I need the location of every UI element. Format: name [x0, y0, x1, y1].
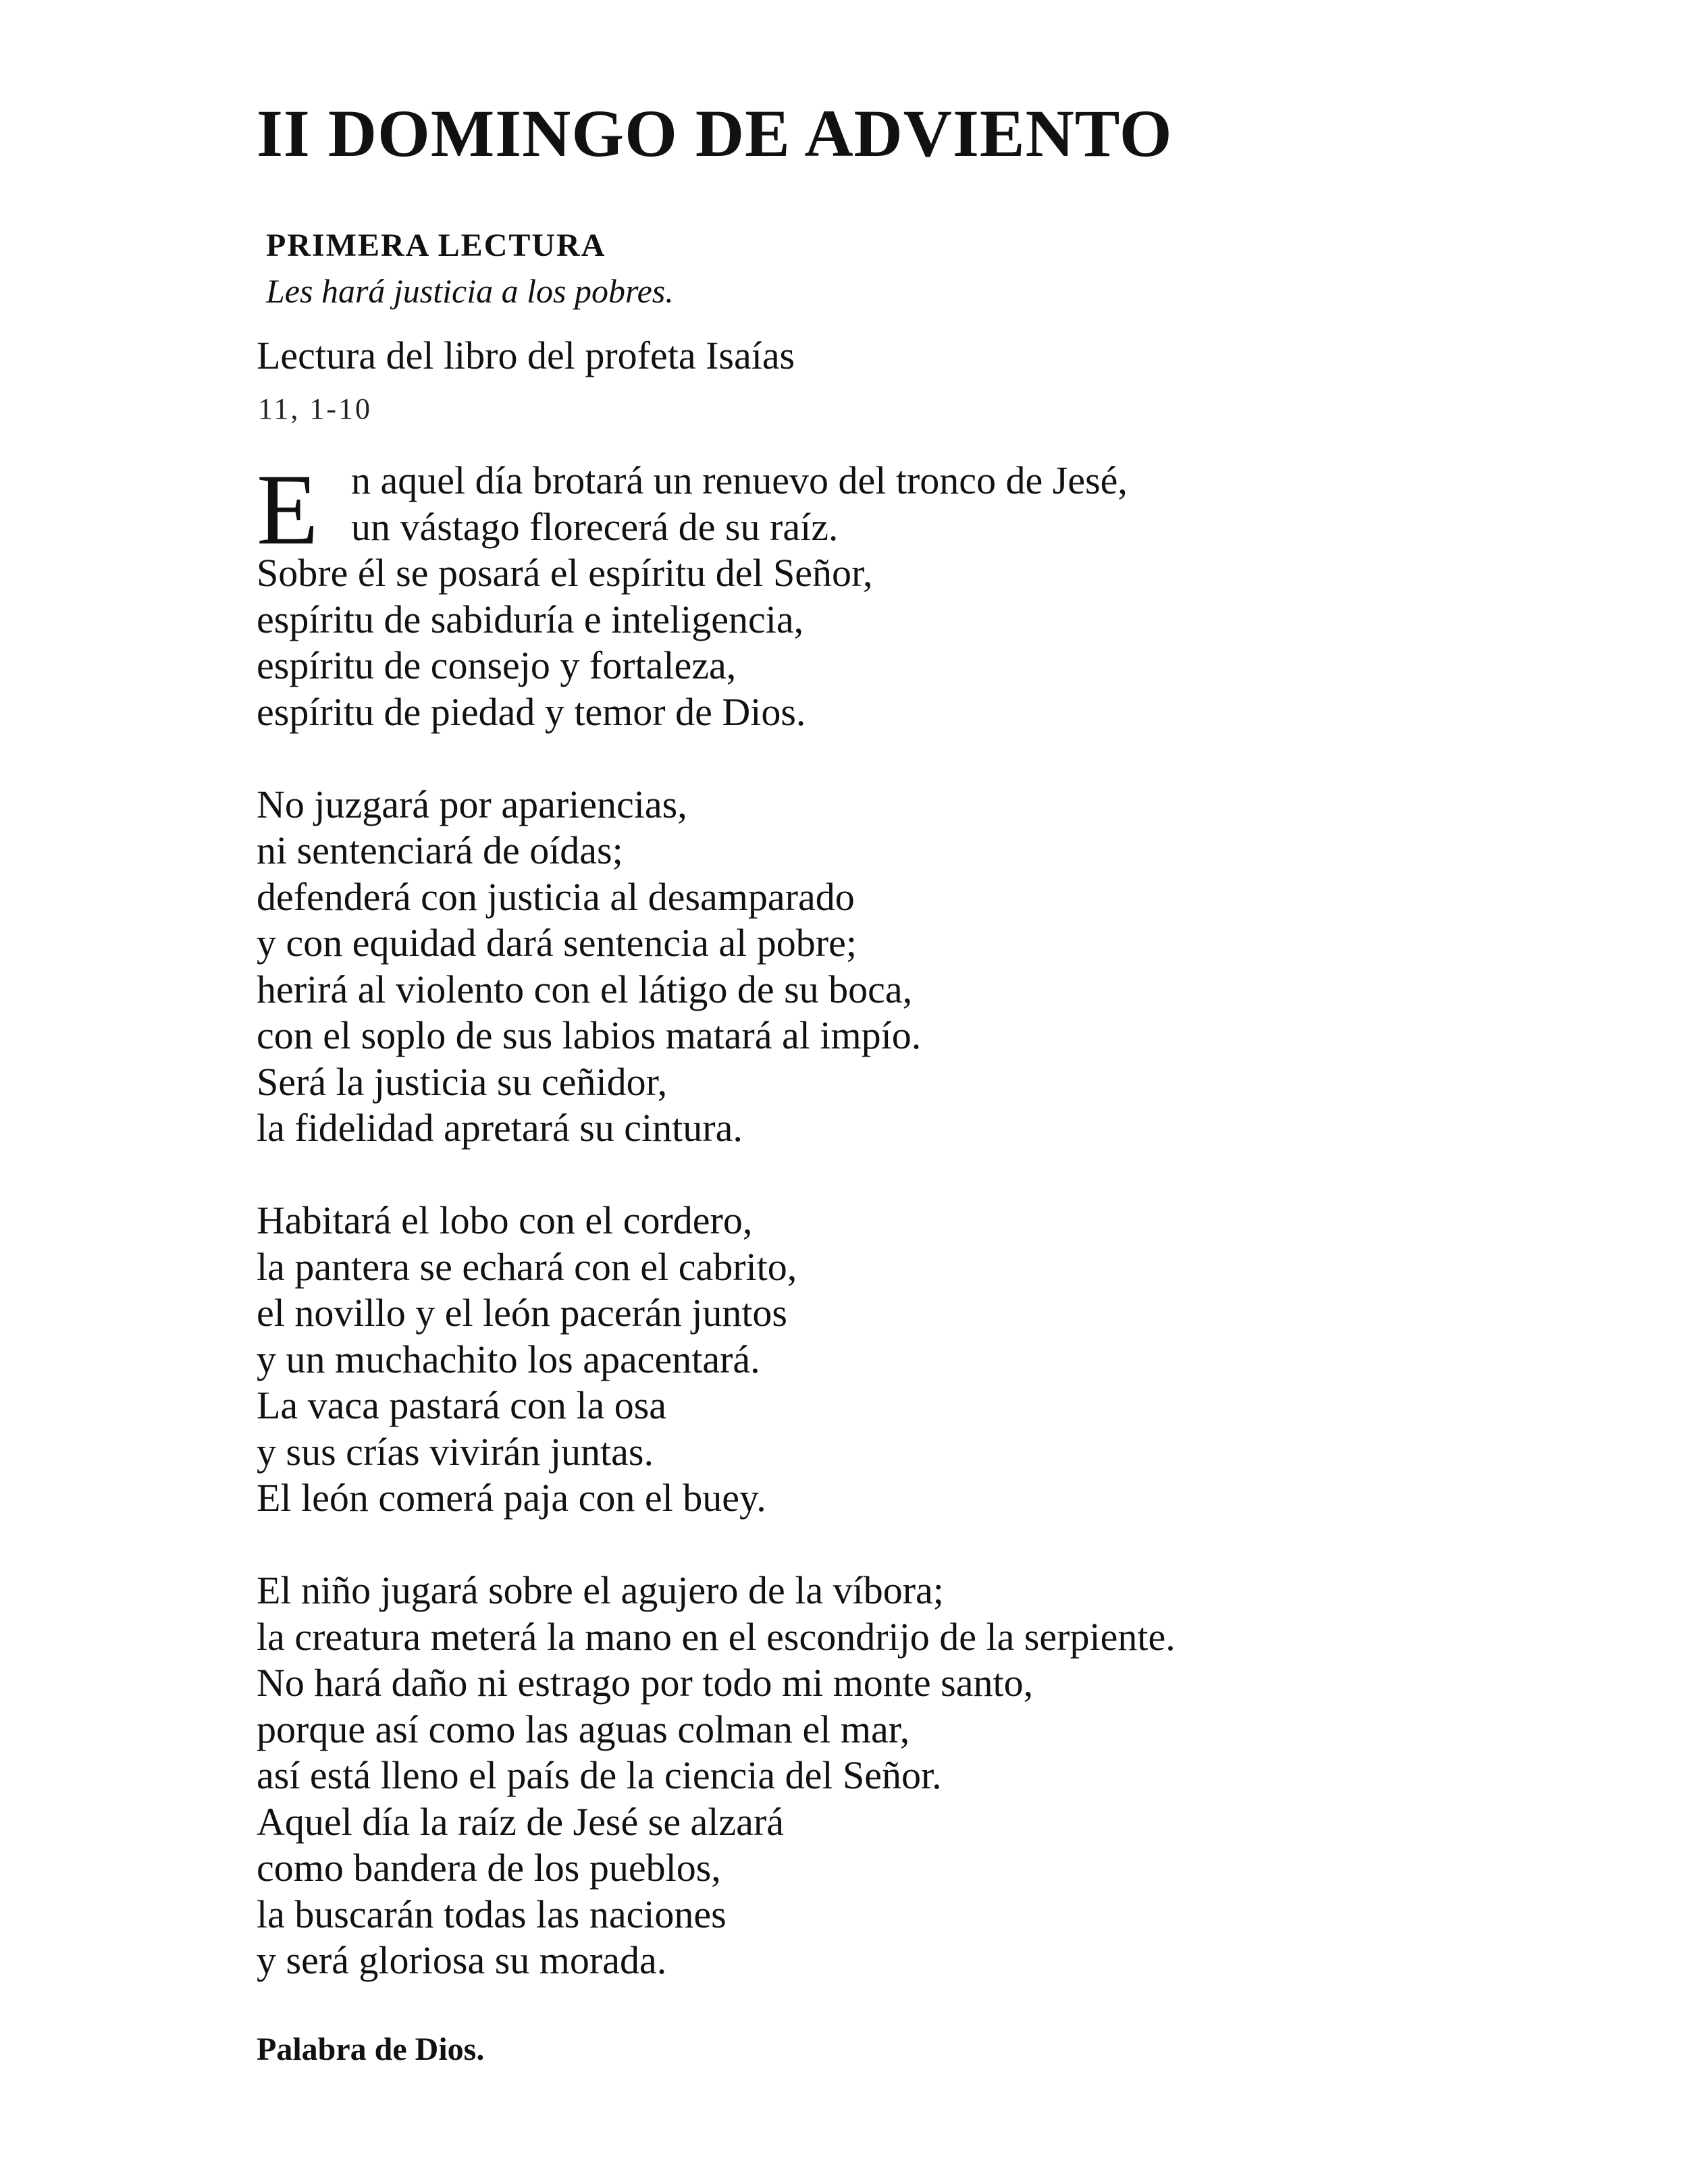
- verse-line: Será la justicia su ceñidor,: [257, 1059, 668, 1104]
- verse-line: defenderá con justicia al desamparado: [257, 874, 855, 919]
- verse-line: El león comerá paja con el buey.: [257, 1476, 766, 1520]
- verse-line: la buscarán todas las naciones: [257, 1892, 727, 1936]
- stanza-gap: [257, 1522, 1580, 1568]
- verse-line: así está lleno el país de la ciencia del Señor.: [257, 1753, 942, 1797]
- verse-line: y con equidad dará sentencia al pobre;: [257, 921, 857, 965]
- verse-line: un vástago florecerá de su raíz.: [351, 504, 839, 549]
- verse-line: y sus crías vivirán juntas.: [257, 1429, 654, 1474]
- verse-line: espíritu de sabiduría e inteligencia,: [257, 597, 804, 641]
- verse-line: la pantera se echará con el cabrito,: [257, 1244, 797, 1289]
- verse-line: el novillo y el león pacerán juntos: [257, 1291, 788, 1335]
- verse-line: con el soplo de sus labios matará al impío.: [257, 1013, 922, 1057]
- verse-line: La vaca pastará con la osa: [257, 1383, 667, 1427]
- reading-subtitle: Les hará justicia a los pobres.: [266, 272, 674, 310]
- verse-line: y será gloriosa su morada.: [257, 1938, 667, 1982]
- verse-line: No hará daño ni estrago por todo mi monte santo,: [257, 1661, 1034, 1705]
- stanza-gap: [257, 735, 1580, 782]
- verse-line: Habitará el lobo con el cordero,: [257, 1198, 753, 1242]
- drop-cap: E: [257, 454, 319, 566]
- verse-line: la fidelidad apretará su cintura.: [257, 1106, 743, 1150]
- verse-line: Sobre él se posará el espíritu del Señor,: [257, 551, 873, 595]
- verse-line: n aquel día brotará un renuevo del tronco de Jesé,: [351, 458, 1128, 502]
- scripture-reference: 11, 1-10: [258, 392, 373, 425]
- verse-line: ni sentenciará de oídas;: [257, 828, 623, 872]
- verse-line: El niño jugará sobre el agujero de la víbora;: [257, 1568, 944, 1612]
- verse-line: espíritu de consejo y fortaleza,: [257, 643, 737, 687]
- verse-line: como bandera de los pueblos,: [257, 1846, 721, 1890]
- verse-line: No juzgará por apariencias,: [257, 782, 687, 826]
- verse-line: herirá al violento con el látigo de su boca,: [257, 967, 913, 1011]
- reading-label: PRIMERA LECTURA: [266, 228, 606, 263]
- verse-line: y un muchachito los apacentará.: [257, 1337, 760, 1381]
- verse-line: porque así como las aguas colman el mar,: [257, 1707, 910, 1751]
- verse-line: espíritu de piedad y temor de Dios.: [257, 689, 806, 734]
- stanza-gap: [257, 1152, 1580, 1198]
- reading-text: [257, 454, 1580, 1984]
- verse-line: Aquel día la raíz de Jesé se alzará: [257, 1799, 784, 1844]
- page-title: II DOMINGO DE ADVIENTO: [257, 96, 1173, 171]
- closing-acclamation: Palabra de Dios.: [257, 2031, 485, 2067]
- book-title: Lectura del libro del profeta Isaías: [257, 334, 795, 377]
- verse-line: la creatura meterá la mano en el escondrijo de la serpiente.: [257, 1614, 1176, 1659]
